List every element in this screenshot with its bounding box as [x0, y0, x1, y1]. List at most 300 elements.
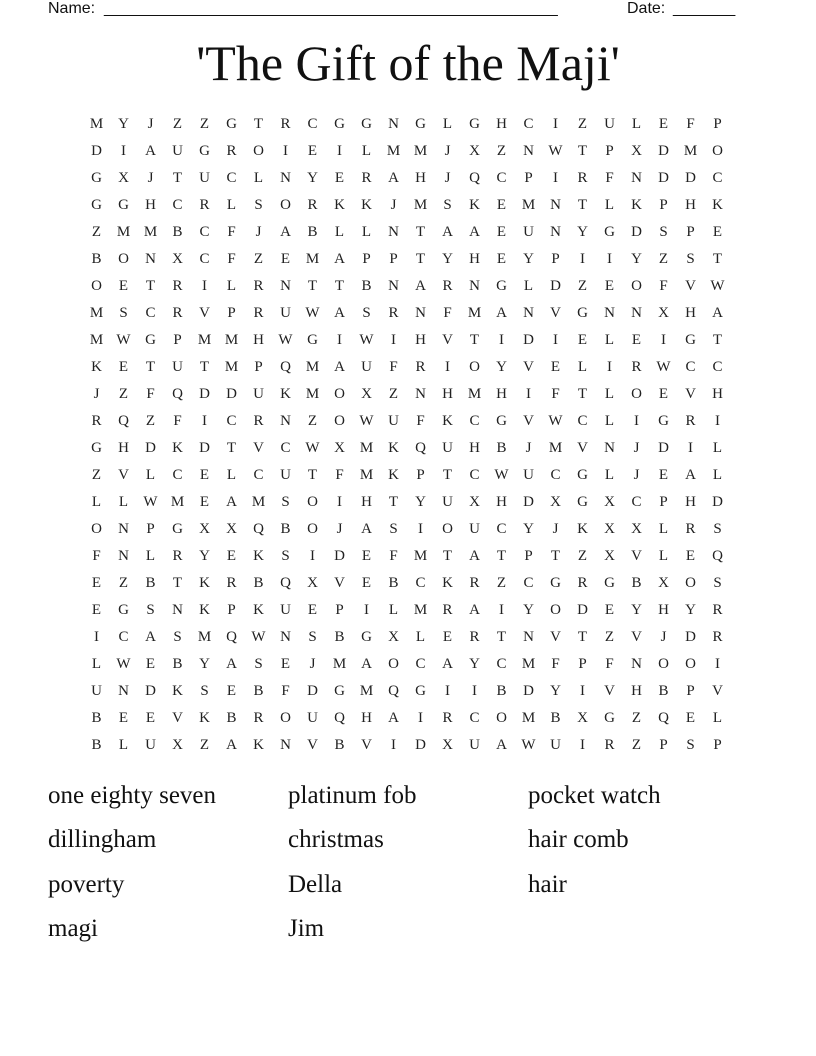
word-bank-item: hair [528, 870, 567, 898]
grid-letter: R [199, 197, 210, 213]
grid-letter: C [226, 413, 237, 429]
grid-letter: P [524, 548, 533, 564]
grid-letter: T [199, 359, 210, 375]
grid-letter: K [442, 413, 453, 429]
grid-letter: N [631, 656, 642, 672]
grid-letter: C [172, 467, 183, 483]
grid-letter: L [253, 170, 264, 186]
grid-letter: L [145, 467, 156, 483]
grid-letter: W [521, 737, 536, 753]
grid-letter: V [442, 332, 453, 348]
grid-row [83, 273, 733, 300]
grid-letter: F [335, 467, 344, 483]
grid-letter: J [147, 170, 154, 186]
grid-row [83, 381, 733, 408]
date-blank-line: _______ [673, 0, 736, 17]
grid-letter: H [469, 251, 480, 267]
grid-letter: K [631, 197, 642, 213]
grid-letter: A [226, 656, 237, 672]
grid-letter: Y [469, 656, 480, 672]
grid-letter: R [172, 305, 183, 321]
grid-row [83, 516, 733, 543]
grid-letter: W [251, 629, 266, 645]
grid-letter: I [121, 143, 126, 159]
grid-letter: N [280, 170, 291, 186]
grid-letter: W [305, 305, 320, 321]
grid-letter: F [389, 359, 398, 375]
grid-row [83, 219, 733, 246]
grid-letter: F [551, 656, 560, 672]
grid-letter: C [199, 224, 210, 240]
grid-letter: Z [577, 278, 588, 294]
grid-letter: L [604, 413, 615, 429]
grid-letter: P [173, 332, 182, 348]
grid-letter: I [364, 602, 369, 618]
grid-letter: E [145, 656, 156, 672]
grid-letter: J [309, 656, 316, 672]
grid-letter: N [631, 305, 642, 321]
grid-letter: M [467, 305, 482, 321]
grid-letter: E [685, 710, 696, 726]
grid-letter: H [631, 683, 642, 699]
grid-letter: C [172, 197, 183, 213]
word-bank-item: poverty [48, 870, 125, 898]
grid-row [83, 570, 733, 597]
grid-letter: I [661, 332, 666, 348]
grid-letter: X [172, 737, 183, 753]
grid-letter: M [305, 359, 320, 375]
grid-letter: S [146, 602, 155, 618]
grid-letter: A [334, 359, 345, 375]
grid-letter: S [686, 251, 695, 267]
grid-letter: K [577, 521, 588, 537]
grid-letter: B [91, 737, 102, 753]
worksheet-header [48, 0, 748, 20]
grid-letter: E [91, 602, 102, 618]
grid-letter: O [307, 521, 318, 537]
grid-letter: P [335, 602, 344, 618]
grid-letter: G [361, 116, 372, 132]
grid-letter: E [226, 683, 237, 699]
grid-letter: E [604, 278, 615, 294]
grid-letter: Z [631, 710, 642, 726]
grid-letter: F [389, 548, 398, 564]
grid-letter: G [118, 197, 129, 213]
grid-letter: J [525, 440, 532, 456]
grid-letter: U [604, 116, 615, 132]
grid-letter: V [307, 737, 318, 753]
grid-letter: R [226, 143, 237, 159]
grid-letter: T [172, 575, 183, 591]
grid-letter: I [553, 116, 558, 132]
grid-letter: E [199, 467, 210, 483]
grid-row [83, 678, 733, 705]
grid-letter: F [443, 305, 452, 321]
grid-letter: L [604, 467, 615, 483]
grid-letter: H [415, 170, 426, 186]
grid-letter: N [118, 521, 129, 537]
grid-letter: D [415, 737, 426, 753]
grid-letter: T [145, 359, 156, 375]
grid-letter: T [334, 278, 345, 294]
grid-letter: G [469, 116, 480, 132]
grid-letter: N [388, 116, 399, 132]
grid-letter: L [334, 224, 345, 240]
grid-letter: C [523, 575, 534, 591]
grid-letter: L [658, 548, 669, 564]
grid-letter: R [253, 710, 264, 726]
grid-letter: E [631, 332, 642, 348]
grid-letter: E [496, 197, 507, 213]
grid-letter: K [91, 359, 102, 375]
grid-letter: S [443, 197, 452, 213]
grid-letter: R [685, 521, 696, 537]
grid-letter: C [199, 251, 210, 267]
grid-letter: D [523, 332, 534, 348]
grid-letter: O [118, 251, 129, 267]
grid-letter: O [658, 656, 669, 672]
grid-letter: C [712, 170, 723, 186]
grid-letter: M [305, 251, 320, 267]
grid-letter: C [469, 413, 480, 429]
grid-letter: K [388, 467, 399, 483]
grid-letter: E [91, 575, 102, 591]
grid-letter: P [686, 224, 695, 240]
grid-letter: X [658, 305, 669, 321]
grid-row [83, 435, 733, 462]
grid-letter: F [227, 251, 236, 267]
grid-letter: C [307, 116, 318, 132]
grid-letter: S [119, 305, 128, 321]
grid-letter: A [469, 224, 480, 240]
grid-letter: B [496, 683, 507, 699]
grid-letter: G [577, 305, 588, 321]
grid-letter: N [280, 278, 291, 294]
grid-letter: C [118, 629, 129, 645]
grid-letter: Q [118, 413, 129, 429]
grid-letter: N [280, 737, 291, 753]
grid-letter: G [307, 332, 318, 348]
grid-letter: A [334, 251, 345, 267]
grid-letter: K [388, 440, 399, 456]
grid-letter: V [685, 386, 696, 402]
grid-letter: I [580, 683, 585, 699]
grid-letter: H [685, 305, 696, 321]
grid-letter: W [548, 413, 563, 429]
grid-letter: E [361, 575, 372, 591]
word-bank-item: pocket watch [528, 782, 661, 809]
grid-letter: U [361, 359, 372, 375]
grid-letter: N [388, 224, 399, 240]
grid-letter: L [118, 494, 129, 510]
grid-letter: I [310, 548, 315, 564]
grid-letter: N [523, 143, 534, 159]
grid-letter: M [386, 143, 401, 159]
grid-letter: T [226, 440, 237, 456]
grid-letter: H [658, 602, 669, 618]
grid-letter: X [199, 521, 210, 537]
grid-letter: U [307, 710, 318, 726]
grid-letter: D [523, 683, 534, 699]
grid-letter: A [145, 629, 156, 645]
grid-letter: G [91, 170, 102, 186]
grid-letter: G [361, 629, 372, 645]
grid-letter: N [118, 548, 129, 564]
grid-letter: Z [658, 251, 669, 267]
date-label: Date: [627, 0, 666, 17]
grid-letter: I [418, 521, 423, 537]
grid-letter: G [91, 197, 102, 213]
grid-letter: W [359, 332, 374, 348]
grid-letter: O [685, 656, 696, 672]
grid-letter: I [337, 143, 342, 159]
grid-letter: V [631, 629, 642, 645]
grid-letter: A [496, 737, 507, 753]
grid-letter: Q [712, 548, 723, 564]
grid-letter: D [550, 278, 561, 294]
grid-letter: L [712, 467, 723, 483]
grid-letter: I [634, 413, 639, 429]
grid-letter: J [390, 197, 397, 213]
grid-letter: Y [577, 224, 588, 240]
grid-letter: L [442, 116, 453, 132]
grid-letter: Y [307, 170, 318, 186]
grid-letter: U [523, 467, 534, 483]
grid-letter: G [226, 116, 237, 132]
grid-letter: J [444, 143, 451, 159]
grid-letter: R [361, 170, 372, 186]
grid-letter: R [307, 197, 318, 213]
grid-letter: N [631, 170, 642, 186]
grid-letter: L [415, 629, 426, 645]
grid-letter: L [604, 332, 615, 348]
grid-row [83, 246, 733, 273]
grid-letter: B [91, 251, 102, 267]
grid-letter: C [631, 494, 642, 510]
grid-letter: P [659, 494, 668, 510]
grid-letter: J [444, 170, 451, 186]
grid-letter: N [604, 440, 615, 456]
grid-letter: N [415, 386, 426, 402]
grid-letter: Z [388, 386, 399, 402]
grid-letter: F [227, 224, 236, 240]
grid-letter: P [254, 359, 263, 375]
grid-letter: Q [388, 683, 399, 699]
grid-letter: Y [685, 602, 696, 618]
grid-letter: J [552, 521, 559, 537]
grid-letter: G [604, 575, 615, 591]
grid-letter: K [199, 710, 210, 726]
grid-letter: F [146, 386, 155, 402]
grid-row [83, 732, 733, 759]
grid-letter: G [550, 575, 561, 591]
grid-letter: G [91, 440, 102, 456]
grid-letter: X [469, 143, 480, 159]
grid-letter: O [442, 521, 453, 537]
grid-letter: E [496, 251, 507, 267]
grid-letter: P [578, 656, 587, 672]
grid-row [83, 354, 733, 381]
grid-letter: B [307, 224, 318, 240]
grid-letter: H [118, 440, 129, 456]
grid-letter: Z [577, 548, 588, 564]
grid-letter: Q [469, 170, 480, 186]
grid-letter: T [577, 197, 588, 213]
grid-letter: X [307, 575, 318, 591]
grid-letter: U [280, 305, 291, 321]
grid-letter: P [227, 305, 236, 321]
grid-letter: N [523, 629, 534, 645]
grid-letter: D [658, 170, 669, 186]
grid-letter: I [202, 278, 207, 294]
grid-letter: T [712, 251, 723, 267]
grid-letter: D [145, 683, 156, 699]
grid-letter: I [445, 359, 450, 375]
grid-letter: G [658, 413, 669, 429]
grid-letter: V [172, 710, 183, 726]
grid-letter: M [359, 440, 374, 456]
grid-letter: L [523, 278, 534, 294]
grid-letter: Z [253, 251, 264, 267]
grid-letter: L [91, 494, 102, 510]
grid-letter: M [251, 494, 266, 510]
grid-letter: M [521, 710, 536, 726]
grid-letter: G [685, 332, 696, 348]
grid-letter: X [469, 494, 480, 510]
grid-letter: Z [604, 629, 615, 645]
grid-letter: Y [631, 251, 642, 267]
grid-letter: G [334, 116, 345, 132]
grid-letter: U [145, 737, 156, 753]
grid-row [83, 138, 733, 165]
grid-letter: A [334, 305, 345, 321]
grid-letter: L [577, 359, 588, 375]
grid-letter: M [683, 143, 698, 159]
grid-letter: C [469, 467, 480, 483]
grid-letter: L [388, 602, 399, 618]
grid-letter: E [442, 629, 453, 645]
grid-letter: N [523, 305, 534, 321]
grid-letter: F [416, 413, 425, 429]
grid-letter: V [604, 683, 615, 699]
grid-letter: Z [91, 224, 102, 240]
grid-letter: F [686, 116, 695, 132]
grid-letter: O [307, 494, 318, 510]
grid-letter: P [362, 251, 371, 267]
grid-letter: C [496, 170, 507, 186]
grid-row [83, 462, 733, 489]
grid-letter: G [496, 278, 507, 294]
grid-letter: M [197, 332, 212, 348]
grid-letter: W [494, 467, 509, 483]
grid-row [83, 543, 733, 570]
grid-letter: Y [523, 602, 534, 618]
grid-letter: T [442, 467, 453, 483]
grid-letter: R [253, 413, 264, 429]
grid-letter: T [415, 224, 426, 240]
grid-letter: B [172, 224, 183, 240]
grid-letter: F [173, 413, 182, 429]
grid-letter: G [172, 521, 183, 537]
grid-letter: H [145, 197, 156, 213]
grid-letter: D [91, 143, 102, 159]
grid-letter: X [334, 440, 345, 456]
grid-letter: L [631, 116, 642, 132]
grid-letter: W [656, 359, 671, 375]
grid-letter: K [334, 197, 345, 213]
grid-letter: E [496, 224, 507, 240]
grid-letter: V [712, 683, 723, 699]
grid-letter: U [469, 521, 480, 537]
grid-letter: Y [442, 251, 453, 267]
grid-row [83, 111, 733, 138]
puzzle-title: 'The Gift of the Maji' [196, 35, 620, 91]
grid-letter: U [550, 737, 561, 753]
grid-letter: Z [199, 116, 210, 132]
grid-letter: A [361, 521, 372, 537]
grid-letter: S [389, 521, 398, 537]
grid-letter: Y [415, 494, 426, 510]
grid-letter: R [172, 548, 183, 564]
grid-letter: N [388, 278, 399, 294]
grid-letter: W [116, 332, 131, 348]
grid-letter: I [499, 332, 504, 348]
grid-letter: E [226, 548, 237, 564]
grid-letter: H [361, 710, 372, 726]
grid-letter: A [496, 305, 507, 321]
grid-letter: E [280, 251, 291, 267]
grid-letter: M [143, 224, 158, 240]
grid-letter: Y [550, 683, 561, 699]
grid-letter: S [254, 656, 263, 672]
grid-letter: P [416, 467, 425, 483]
grid-letter: O [334, 386, 345, 402]
word-bank-item: platinum fob [288, 782, 417, 809]
grid-letter: A [226, 494, 237, 510]
grid-row [83, 165, 733, 192]
grid-letter: I [94, 629, 99, 645]
grid-letter: A [469, 548, 480, 564]
grid-row [83, 705, 733, 732]
grid-letter: S [281, 494, 290, 510]
grid-letter: R [226, 575, 237, 591]
grid-letter: G [604, 710, 615, 726]
grid-letter: B [361, 278, 372, 294]
grid-letter: B [550, 710, 561, 726]
grid-letter: C [226, 170, 237, 186]
grid-letter: R [712, 602, 723, 618]
grid-letter: N [145, 251, 156, 267]
grid-letter: C [280, 440, 291, 456]
grid-letter: F [605, 170, 614, 186]
grid-letter: P [524, 170, 533, 186]
grid-letter: O [469, 359, 480, 375]
grid-letter: M [224, 359, 239, 375]
word-bank-item: magi [48, 914, 98, 942]
grid-letter: G [145, 332, 156, 348]
grid-letter: I [472, 683, 477, 699]
grid-letter: F [92, 548, 101, 564]
grid-letter: V [334, 575, 345, 591]
grid-letter: Y [523, 251, 534, 267]
grid-letter: L [712, 440, 723, 456]
grid-letter: Z [631, 737, 642, 753]
grid-letter: H [253, 332, 264, 348]
grid-letter: Z [172, 116, 183, 132]
grid-letter: I [283, 143, 288, 159]
grid-letter: V [118, 467, 129, 483]
grid-letter: H [415, 332, 426, 348]
